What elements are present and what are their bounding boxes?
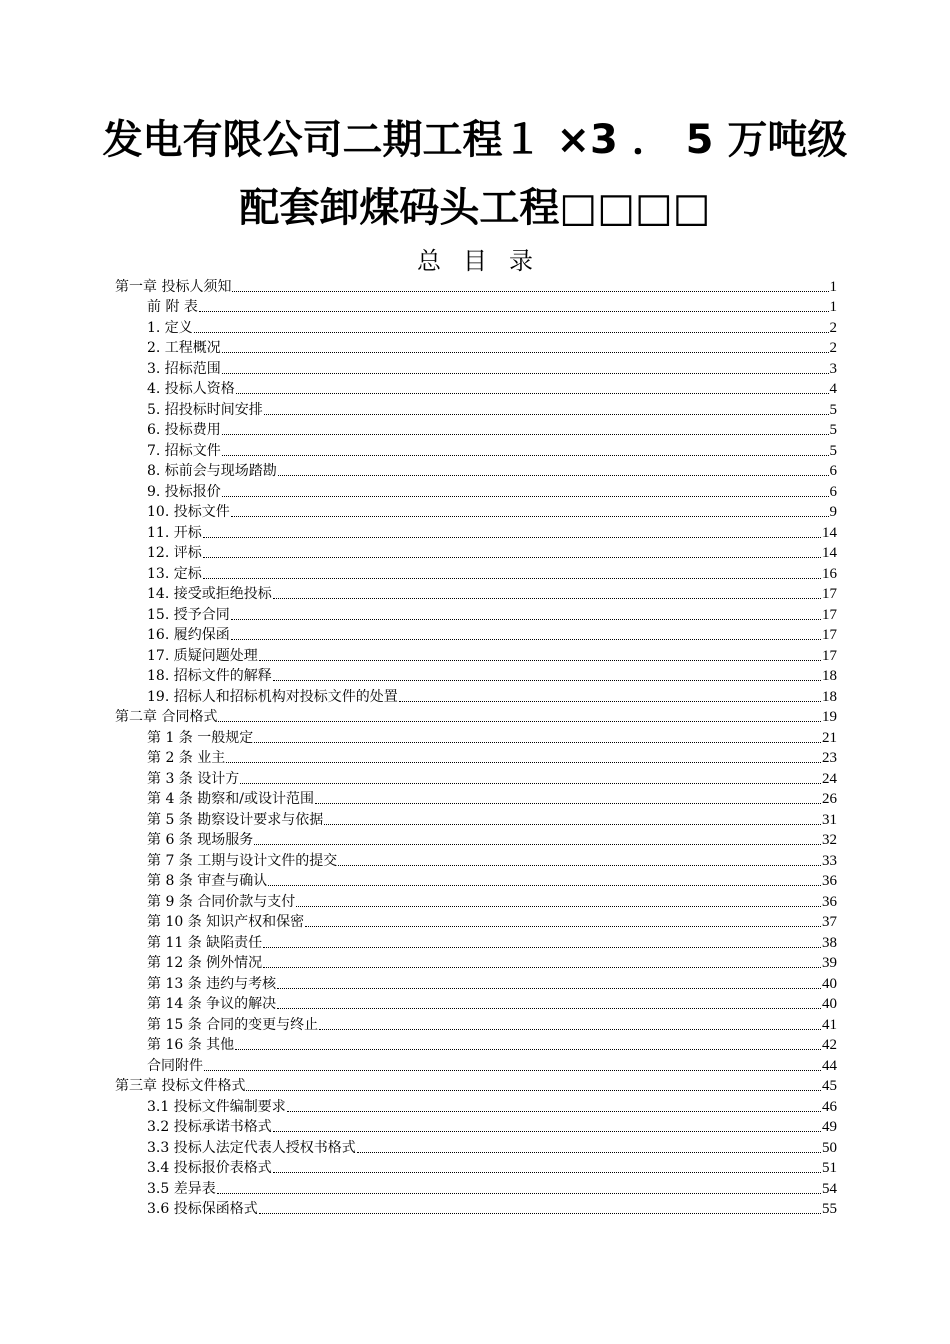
table-of-contents xyxy=(115,275,837,1218)
toc-entry-page-number: 2 xyxy=(829,319,837,336)
toc-entry-label: 3. 招标范围 xyxy=(147,360,221,377)
toc-entry-page-number: 54 xyxy=(822,1180,837,1197)
toc-entry[interactable] xyxy=(115,1034,837,1055)
toc-entry-label: 第 2 条 业主 xyxy=(147,750,226,766)
toc-dot-leader xyxy=(263,946,821,948)
toc-entry-page-number: 37 xyxy=(822,914,837,930)
toc-dot-leader xyxy=(264,413,829,415)
toc-entry-page-number: 51 xyxy=(822,1160,837,1176)
toc-entry[interactable] xyxy=(115,911,837,932)
toc-dot-leader xyxy=(246,1089,821,1091)
toc-entry[interactable] xyxy=(115,521,837,542)
toc-entry-page-number: 46 xyxy=(822,1098,837,1115)
toc-dot-leader xyxy=(236,392,829,394)
toc-entry-page-number: 21 xyxy=(822,729,837,746)
toc-dot-leader xyxy=(204,1069,821,1071)
toc-dot-leader xyxy=(218,720,821,722)
toc-entry[interactable] xyxy=(115,480,837,501)
toc-entry[interactable] xyxy=(115,1136,837,1157)
toc-entry-page-number: 33 xyxy=(822,852,837,869)
toc-entry-page-number: 23 xyxy=(822,750,837,766)
toc-entry-page-number: 39 xyxy=(822,955,837,971)
toc-entry[interactable] xyxy=(115,788,837,809)
toc-entry[interactable] xyxy=(115,890,837,911)
toc-entry[interactable] xyxy=(115,665,837,686)
toc-dot-leader xyxy=(273,679,821,681)
toc-dot-leader xyxy=(273,1171,821,1173)
toc-entry-page-number: 18 xyxy=(822,688,837,705)
toc-dot-leader xyxy=(273,1130,821,1132)
toc-entry[interactable] xyxy=(115,849,837,870)
toc-entry[interactable] xyxy=(115,357,837,378)
toc-entry[interactable] xyxy=(115,993,837,1014)
toc-dot-leader xyxy=(232,290,828,292)
toc-entry[interactable] xyxy=(115,706,837,727)
toc-entry-label: 3.2 投标承诺书格式 xyxy=(147,1119,272,1135)
toc-dot-leader xyxy=(277,987,821,989)
toc-entry-label: 第 7 条 工期与设计文件的提交 xyxy=(147,852,338,869)
toc-entry-label: 10. 投标文件 xyxy=(147,504,230,520)
toc-dot-leader xyxy=(231,515,829,517)
toc-entry[interactable] xyxy=(115,972,837,993)
toc-entry-page-number: 50 xyxy=(822,1139,837,1156)
toc-dot-leader xyxy=(315,802,821,804)
toc-dot-leader xyxy=(222,351,829,353)
toc-entry-label: 13. 定标 xyxy=(147,565,202,582)
document-title-line2: 配套卸煤码头工程□□□□ xyxy=(239,185,711,231)
toc-dot-leader xyxy=(305,925,821,927)
toc-entry-label: 6. 投标费用 xyxy=(147,422,221,438)
toc-dot-leader xyxy=(259,1212,821,1214)
toc-entry-page-number: 5 xyxy=(829,422,837,438)
toc-entry-label: 8. 标前会与现场踏勘 xyxy=(147,463,277,479)
toc-entry-label: 3.3 投标人法定代表人授权书格式 xyxy=(147,1139,356,1156)
toc-dot-leader xyxy=(217,1192,821,1194)
toc-entry-page-number: 1 xyxy=(829,299,837,315)
toc-entry-page-number: 24 xyxy=(822,770,837,787)
toc-dot-leader xyxy=(254,843,821,845)
toc-entry-label: 2. 工程概况 xyxy=(147,340,221,356)
toc-dot-leader xyxy=(277,1007,821,1009)
toc-dot-leader xyxy=(222,454,829,456)
toc-entry[interactable] xyxy=(115,747,837,768)
toc-entry-page-number: 41 xyxy=(822,1016,837,1033)
toc-entry-label: 7. 招标文件 xyxy=(147,442,221,459)
toc-dot-leader xyxy=(338,864,821,866)
toc-entry-label: 前 附 表 xyxy=(147,299,198,315)
document-title-line1: 发电有限公司二期工程１ ×3 ． 5 万吨级 xyxy=(102,117,848,163)
toc-entry-page-number: 1 xyxy=(829,278,837,295)
toc-entry-label: 11. 开标 xyxy=(147,524,202,541)
toc-entry[interactable] xyxy=(115,1054,837,1075)
toc-dot-leader xyxy=(222,433,829,435)
toc-entry-page-number: 38 xyxy=(822,934,837,951)
toc-entry-label: 9. 投标报价 xyxy=(147,483,221,500)
toc-entry-page-number: 49 xyxy=(822,1119,837,1135)
toc-dot-leader xyxy=(296,905,821,907)
toc-dot-leader xyxy=(231,638,821,640)
toc-entry[interactable] xyxy=(115,439,837,460)
toc-entry-label: 1. 定义 xyxy=(147,319,193,336)
toc-entry-page-number: 19 xyxy=(822,709,837,725)
toc-dot-leader xyxy=(357,1151,821,1153)
toc-entry-page-number: 4 xyxy=(829,381,837,397)
toc-entry[interactable] xyxy=(115,624,837,645)
toc-entry-label: 3.6 投标保函格式 xyxy=(147,1201,258,1217)
toc-dot-leader xyxy=(203,577,821,579)
toc-entry-page-number: 5 xyxy=(829,442,837,459)
toc-entry-label: 17. 质疑问题处理 xyxy=(147,647,258,664)
toc-entry-page-number: 55 xyxy=(822,1201,837,1217)
toc-entry-page-number: 17 xyxy=(822,586,837,602)
toc-entry-label: 3.4 投标报价表格式 xyxy=(147,1160,272,1176)
toc-entry-page-number: 2 xyxy=(829,340,837,356)
toc-entry-page-number: 40 xyxy=(822,996,837,1012)
toc-dot-leader xyxy=(203,556,821,558)
toc-dot-leader xyxy=(324,823,821,825)
toc-entry-label: 5. 招投标时间安排 xyxy=(147,401,263,418)
toc-entry-page-number: 6 xyxy=(829,483,837,500)
toc-entry-page-number: 17 xyxy=(822,606,837,623)
toc-entry-label: 第三章 投标文件格式 xyxy=(115,1078,246,1094)
toc-entry-label: 15. 授予合同 xyxy=(147,606,230,623)
toc-entry[interactable] xyxy=(115,1075,837,1096)
toc-entry-label: 第 10 条 知识产权和保密 xyxy=(147,914,305,930)
toc-entry[interactable] xyxy=(115,603,837,624)
toc-entry[interactable] xyxy=(115,378,837,399)
toc-entry-page-number: 31 xyxy=(822,811,837,828)
toc-entry[interactable] xyxy=(115,870,837,891)
toc-entry-page-number: 32 xyxy=(822,832,837,848)
toc-entry-label: 第 5 条 勘察设计要求与依据 xyxy=(147,811,324,828)
toc-entry-page-number: 18 xyxy=(822,668,837,684)
toc-entry[interactable] xyxy=(115,767,837,788)
toc-entry[interactable] xyxy=(115,952,837,973)
toc-entry[interactable] xyxy=(115,931,837,952)
toc-entry[interactable] xyxy=(115,460,837,481)
toc-entry-page-number: 26 xyxy=(822,791,837,807)
toc-entry-page-number: 9 xyxy=(829,504,837,520)
toc-entry[interactable] xyxy=(115,337,837,358)
toc-entry-label: 12. 评标 xyxy=(147,545,202,561)
toc-entry[interactable] xyxy=(115,275,837,296)
toc-entry-label: 4. 投标人资格 xyxy=(147,381,235,397)
toc-dot-leader xyxy=(254,741,821,743)
toc-entry-page-number: 6 xyxy=(829,463,837,479)
toc-entry-label: 19. 招标人和招标机构对投标文件的处置 xyxy=(147,688,398,705)
toc-dot-leader xyxy=(222,372,829,374)
toc-entry[interactable] xyxy=(115,1116,837,1137)
toc-dot-leader xyxy=(273,597,821,599)
toc-entry-page-number: 40 xyxy=(822,975,837,992)
toc-entry-page-number: 44 xyxy=(822,1057,837,1074)
toc-entry-label: 16. 履约保函 xyxy=(147,627,230,643)
toc-entry-page-number: 5 xyxy=(829,401,837,418)
toc-entry[interactable] xyxy=(115,583,837,604)
toc-entry-page-number: 36 xyxy=(822,893,837,910)
toc-entry-label: 第 9 条 合同价款与支付 xyxy=(147,893,296,910)
toc-entry[interactable] xyxy=(115,419,837,440)
toc-dot-leader xyxy=(235,1048,821,1050)
toc-entry-label: 第 13 条 违约与考核 xyxy=(147,975,277,992)
toc-entry[interactable] xyxy=(115,726,837,747)
toc-dot-leader xyxy=(263,966,821,968)
toc-entry[interactable] xyxy=(115,296,837,317)
toc-entry-label: 第 16 条 其他 xyxy=(147,1037,235,1053)
toc-entry[interactable] xyxy=(115,808,837,829)
toc-entry[interactable] xyxy=(115,542,837,563)
toc-dot-leader xyxy=(319,1028,821,1030)
toc-entry-label: 14. 接受或拒绝投标 xyxy=(147,586,272,602)
toc-entry[interactable] xyxy=(115,1157,837,1178)
toc-entry-label: 第 4 条 勘察和/或设计范围 xyxy=(147,791,314,807)
toc-entry-page-number: 3 xyxy=(829,360,837,377)
toc-entry-label: 第 15 条 合同的变更与终止 xyxy=(147,1016,319,1033)
toc-entry-page-number: 42 xyxy=(822,1037,837,1053)
toc-entry-label: 18. 招标文件的解释 xyxy=(147,668,272,684)
toc-dot-leader xyxy=(226,761,821,763)
toc-dot-leader xyxy=(194,331,829,333)
toc-dot-leader xyxy=(240,782,821,784)
toc-entry-page-number: 45 xyxy=(822,1078,837,1094)
toc-entry-label: 3.1 投标文件编制要求 xyxy=(147,1098,286,1115)
toc-dot-leader xyxy=(203,536,821,538)
toc-dot-leader xyxy=(199,310,829,312)
toc-dot-leader xyxy=(287,1110,821,1112)
toc-entry-page-number: 36 xyxy=(822,873,837,889)
toc-heading: 总目录 xyxy=(417,247,555,275)
toc-entry[interactable] xyxy=(115,829,837,850)
toc-entry-label: 合同附件 xyxy=(147,1057,203,1074)
toc-entry-page-number: 17 xyxy=(822,647,837,664)
toc-entry-page-number: 14 xyxy=(822,545,837,561)
toc-entry-label: 第 8 条 审查与确认 xyxy=(147,873,268,889)
toc-entry-label: 第 1 条 一般规定 xyxy=(147,729,254,746)
toc-entry-page-number: 14 xyxy=(822,524,837,541)
toc-entry-page-number: 16 xyxy=(822,565,837,582)
toc-entry-label: 第二章 合同格式 xyxy=(115,709,218,725)
toc-dot-leader xyxy=(259,659,821,661)
toc-entry[interactable] xyxy=(115,562,837,583)
toc-entry[interactable] xyxy=(115,685,837,706)
toc-entry[interactable] xyxy=(115,644,837,665)
toc-entry[interactable] xyxy=(115,1177,837,1198)
toc-dot-leader xyxy=(399,700,821,702)
toc-entry[interactable] xyxy=(115,1095,837,1116)
toc-entry[interactable] xyxy=(115,1198,837,1219)
toc-dot-leader xyxy=(231,618,821,620)
toc-dot-leader xyxy=(278,474,829,476)
toc-entry[interactable] xyxy=(115,398,837,419)
toc-entry-label: 第 14 条 争议的解决 xyxy=(147,996,277,1012)
toc-entry-label: 第 11 条 缺陷责任 xyxy=(147,934,263,951)
toc-entry-label: 第 6 条 现场服务 xyxy=(147,832,254,848)
toc-entry-label: 第 3 条 设计方 xyxy=(147,770,240,787)
toc-entry[interactable] xyxy=(115,1013,837,1034)
toc-entry-label: 第一章 投标人须知 xyxy=(115,278,232,295)
toc-entry[interactable] xyxy=(115,316,837,337)
toc-entry-label: 3.5 差异表 xyxy=(147,1180,216,1197)
toc-entry-label: 第 12 条 例外情况 xyxy=(147,955,263,971)
toc-entry-page-number: 17 xyxy=(822,627,837,643)
toc-entry[interactable] xyxy=(115,501,837,522)
toc-dot-leader xyxy=(268,884,821,886)
toc-dot-leader xyxy=(222,495,829,497)
